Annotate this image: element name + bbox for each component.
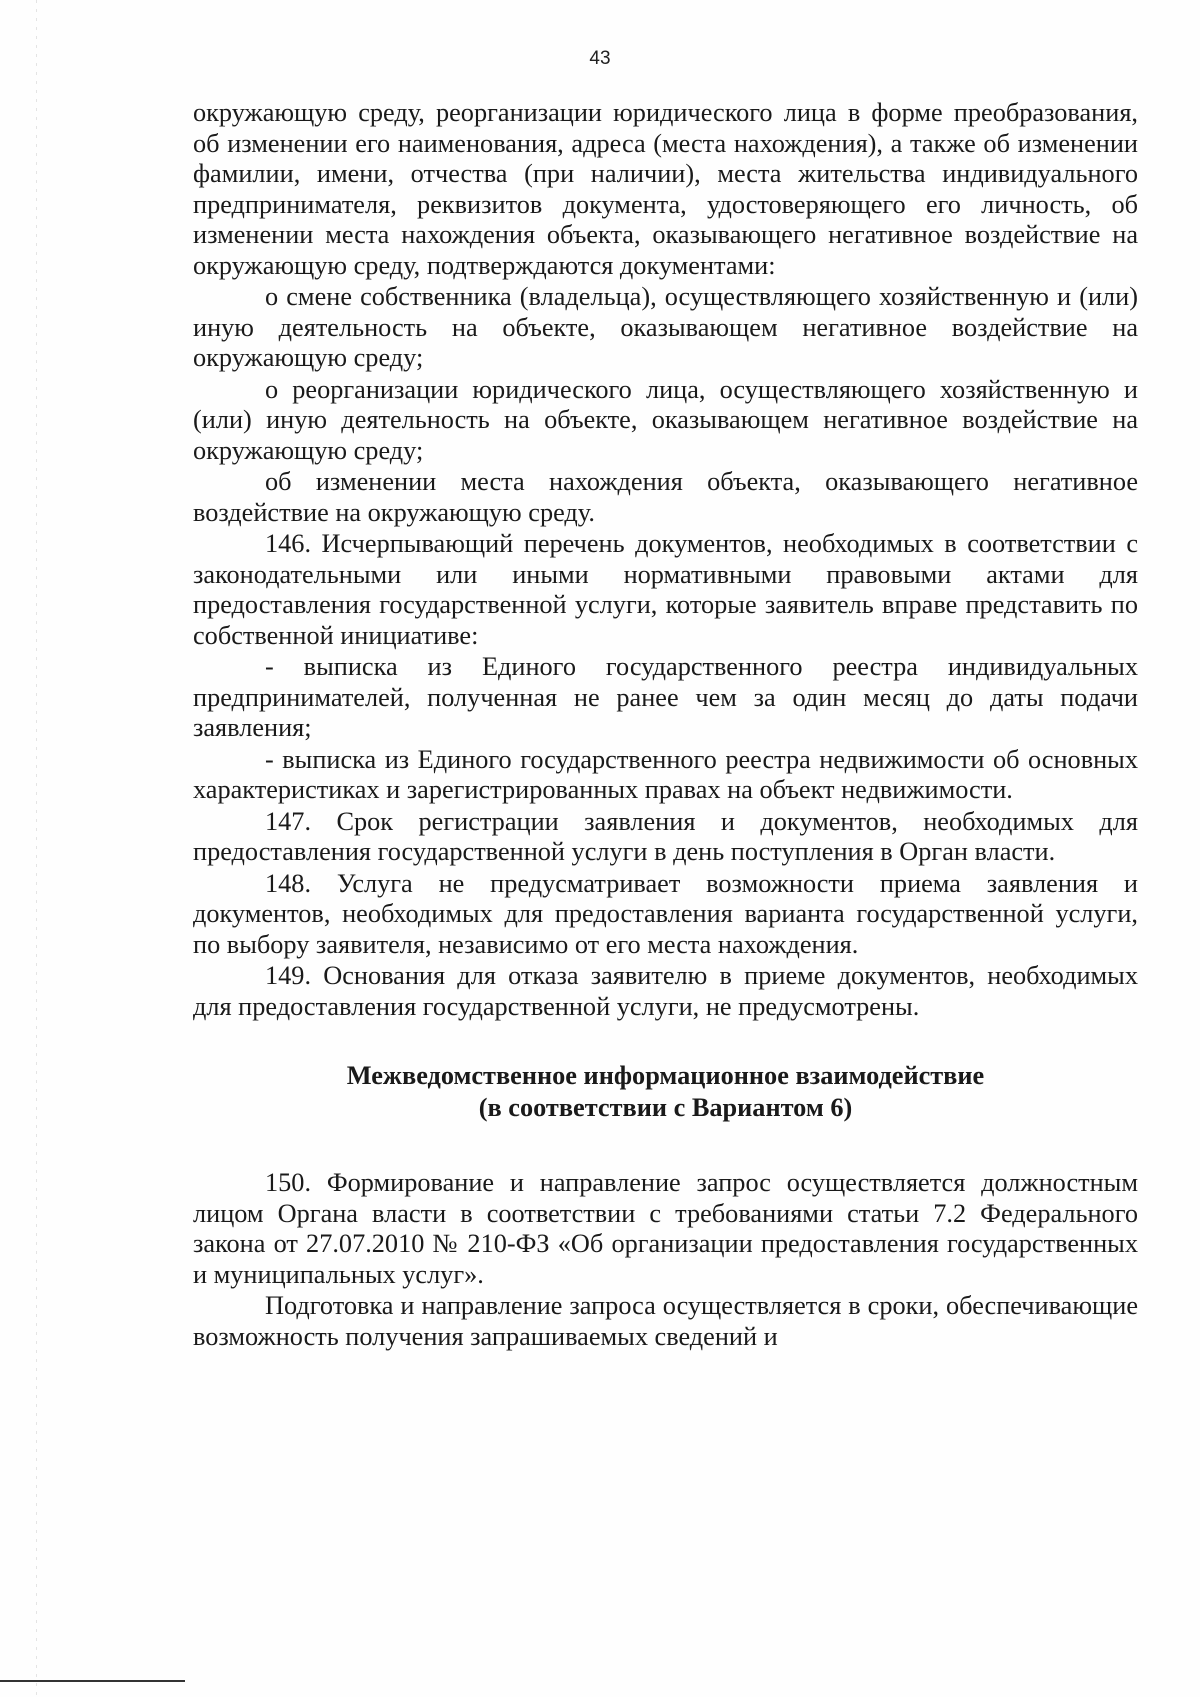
footer-rule	[0, 1680, 185, 1682]
paragraph-148: 148. Услуга не предусматривает возможности приема заявления и документов, необходимых для предоставления варианта государственной услуги, по выбору заявителя, независимо от его места нахождения.	[193, 868, 1138, 959]
paragraph-owner-change: о смене собственника (владельца), осуществляющего хозяйственную и (или) иную деятельность на объекте, оказывающем негативное воздействие на окружающую среду;	[193, 282, 1138, 372]
scan-edge-mark	[36, 0, 37, 1697]
section-heading-line-2: (в соответствии с Вариантом 6)	[478, 1093, 853, 1122]
paragraph-request-preparation: Подготовка и направление запроса осуществляется в сроки, обеспечивающие возможность получения запрашиваемых сведений и	[193, 1291, 1138, 1351]
paragraph-location-change: об изменении места нахождения объекта, оказывающего негативное воздействие на окружающую среду.	[193, 467, 1138, 527]
paragraph-147: 147. Срок регистрации заявления и документов, необходимых для предоставления государственной услуги в день поступления в Орган власти.	[193, 806, 1138, 866]
paragraph-continuation: окружающую среду, реорганизации юридического лица в форме преобразования, об изменении его наименования, адреса (места нахождения), а также об изменении фамилии, имени, отчества (при наличии), места жительства индивидуального предпринимателя, реквизитов документа, удостоверяющего его личность, об изменении места нахождения объекта, оказывающего негативное воздействие на окружающую среду, подтверждаются документами:	[193, 98, 1138, 280]
page-number: 43	[589, 48, 611, 69]
paragraph-reorganization: о реорганизации юридического лица, осуществляющего хозяйственную и (или) иную деятельность на объекте, оказывающем негативное воздействие на окружающую среду;	[193, 374, 1138, 465]
section-heading-line-1: Межведомственное информационное взаимодействие	[346, 1061, 985, 1090]
paragraph-150: 150. Формирование и направление запрос осуществляется должностным лицом Органа власти в соответствии с требованиями статьи 7.2 Федерального закона от 27.07.2010 № 210-ФЗ «Об организации предоставления государственных и муниципальных услуг».	[193, 1168, 1138, 1289]
paragraph-146: 146. Исчерпывающий перечень документов, необходимых в соответствии с законодательными или иными нормативными правовыми актами для предоставления государственной услуги, которые заявитель вправе представить по собственной инициативе:	[193, 529, 1138, 650]
document-body	[193, 98, 1138, 1353]
paragraph-list-item-egrip: - выписка из Единого государственного реестра индивидуальных предпринимателей, полученная не ранее чем за один месяц до даты подачи заявления;	[193, 652, 1138, 742]
paragraph-list-item-egrn: - выписка из Единого государственного реестра недвижимости об основных характеристиках и зарегистрированных правах на объект недвижимости.	[193, 744, 1138, 804]
section-heading	[193, 1060, 1138, 1124]
paragraph-149: 149. Основания для отказа заявителю в приеме документов, необходимых для предоставления государственной услуги, не предусмотрены.	[193, 961, 1138, 1021]
